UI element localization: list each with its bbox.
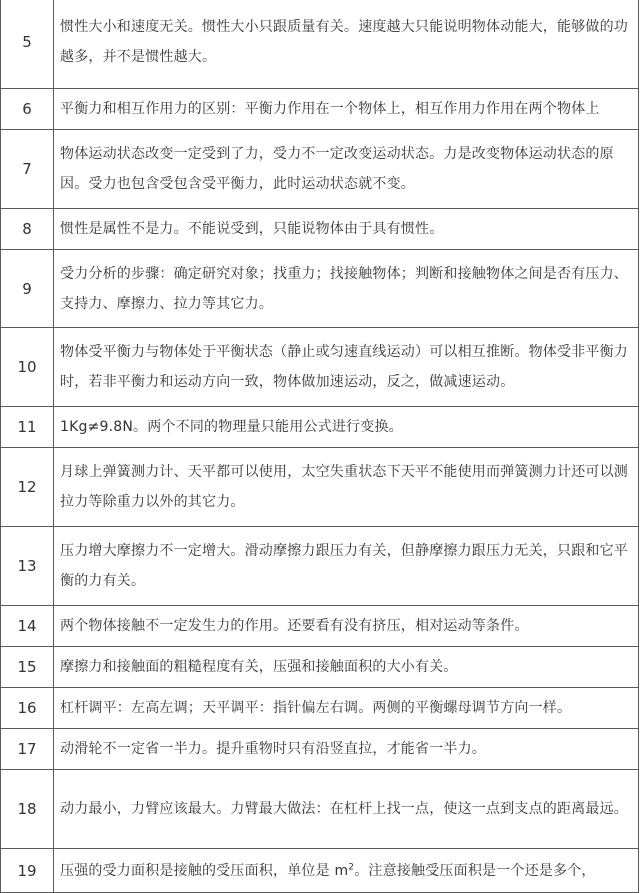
table-row xyxy=(1,448,639,527)
table-row xyxy=(1,770,639,849)
table-row xyxy=(1,89,639,130)
table-row xyxy=(1,729,639,770)
row-number: 13 xyxy=(1,527,54,606)
row-text: 受力分析的步骤：确定研究对象；找重力；找接触物体；判断和接触物体之间是否有压力、支持力、摩擦力、拉力等其它力。 xyxy=(54,250,639,328)
row-number: 16 xyxy=(1,688,54,729)
row-text: 摩擦力和接触面的粗糙程度有关，压强和接触面积的大小有关。 xyxy=(54,647,639,688)
row-text-before: 压强的受力面积是接触的受压面积，单位是 m xyxy=(60,862,349,879)
table-row xyxy=(1,250,639,328)
row-number: 15 xyxy=(1,647,54,688)
row-number: 12 xyxy=(1,448,54,527)
row-text: 杠杆调平：左高左调；天平调平：指针偏左右调。两侧的平衡螺母调节方向一样。 xyxy=(54,688,639,729)
row-text: 平衡力和相互作用力的区别：平衡力作用在一个物体上，相互作用力作用在两个物体上 xyxy=(54,89,639,130)
row-number: 14 xyxy=(1,606,54,647)
table-row xyxy=(1,407,639,448)
row-text: 两个物体接触不一定发生力的作用。还要看有没有挤压，相对运动等条件。 xyxy=(54,606,639,647)
row-number: 5 xyxy=(1,0,54,89)
table-row xyxy=(1,527,639,606)
row-number: 6 xyxy=(1,89,54,130)
row-number: 17 xyxy=(1,729,54,770)
row-number: 11 xyxy=(1,407,54,448)
table-row xyxy=(1,606,639,647)
table-row xyxy=(1,328,639,407)
table-row xyxy=(1,647,639,688)
row-text-after: 。注意接触受压面积是一个还是多个， xyxy=(354,862,596,879)
row-text: 压力增大摩擦力不一定增大。滑动摩擦力跟压力有关，但静摩擦力跟压力无关，只跟和它平衡的力有关。 xyxy=(54,527,639,606)
row-text: 动滑轮不一定省一半力。提升重物时只有沿竖直拉，才能省一半力。 xyxy=(54,729,639,770)
table-row xyxy=(1,209,639,250)
table-row xyxy=(1,688,639,729)
row-text: 物体受平衡力与物体处于平衡状态（静止或匀速直线运动）可以相互推断。物体受非平衡力时，若非平衡力和运动方向一致，物体做加速运动，反之，做减速运动。 xyxy=(54,328,639,407)
row-number: 10 xyxy=(1,328,54,407)
row-number: 8 xyxy=(1,209,54,250)
table-row xyxy=(1,130,639,209)
row-text: 月球上弹簧测力计、天平都可以使用，太空失重状态下天平不能使用而弹簧测力计还可以测拉力等除重力以外的其它力。 xyxy=(54,448,639,527)
row-number: 18 xyxy=(1,770,54,849)
table-row xyxy=(1,0,639,89)
row-text: 惯性是属性不是力。不能说受到，只能说物体由于具有惯性。 xyxy=(54,209,639,250)
row-number: 19 xyxy=(1,849,54,893)
row-text: 1Kg≠9.8N。两个不同的物理量只能用公式进行变换。 xyxy=(54,407,639,448)
row-text: 物体运动状态改变一定受到了力，受力不一定改变运动状态。力是改变物体运动状态的原因。受力也包含受包含受平衡力，此时运动状态就不变。 xyxy=(54,130,639,209)
superscript: 2 xyxy=(348,861,355,872)
row-number: 7 xyxy=(1,130,54,209)
row-text: 惯性大小和速度无关。惯性大小只跟质量有关。速度越大只能说明物体动能大，能够做的功越多，并不是惯性越大。 xyxy=(54,0,639,89)
row-number: 9 xyxy=(1,250,54,328)
row-text: 动力最小，力臂应该最大。力臂最大做法：在杠杆上找一点，使这一点到支点的距离最远。 xyxy=(54,770,639,849)
